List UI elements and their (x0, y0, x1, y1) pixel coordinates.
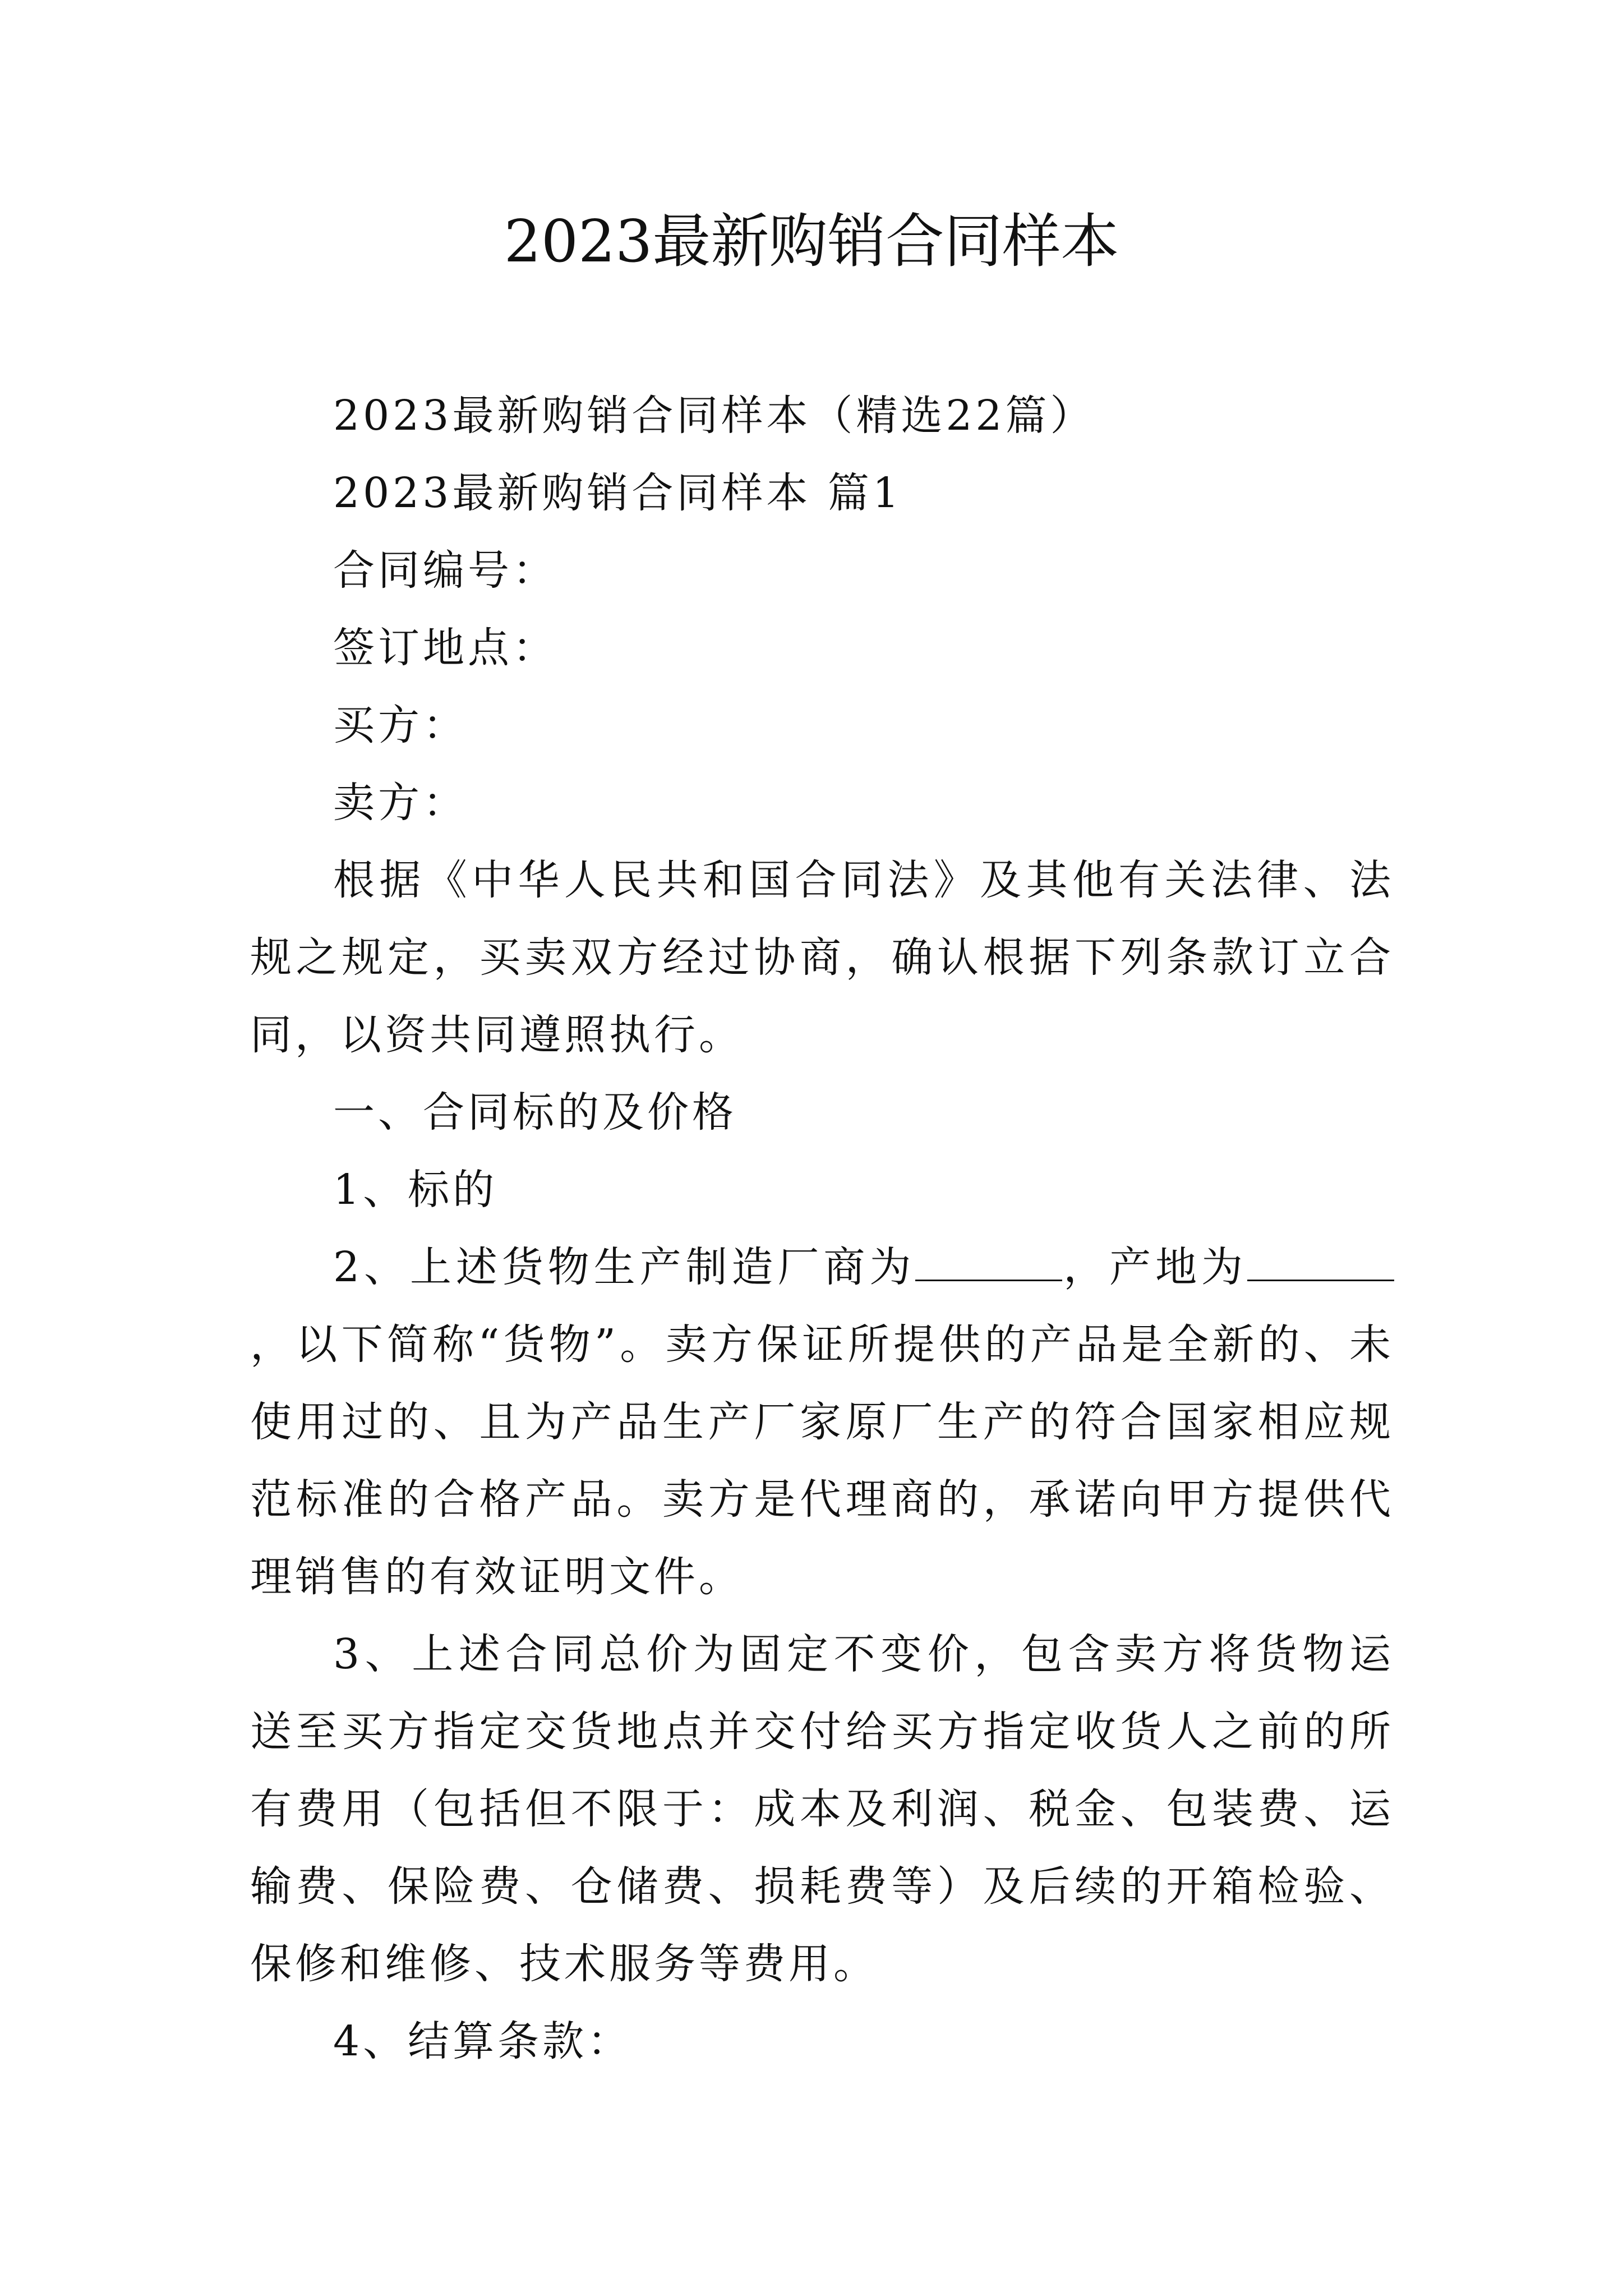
manufacturer-clause (250, 1228, 1394, 1616)
settlement-clause: 4、结算条款： (333, 2017, 633, 2065)
clause-text: ，产地为 (1062, 1243, 1247, 1291)
clause-heading: 一、合同标的及价格 (333, 1088, 737, 1137)
section-heading: 2023最新购销合同样本 篇1 (333, 469, 902, 517)
blank-line (1247, 1236, 1394, 1281)
contract-number-field: 合同编号： (333, 546, 557, 595)
signing-place-field: 签订地点： (333, 624, 557, 672)
document-body (250, 377, 1394, 2080)
document-title: 2023最新购销合同样本 (504, 207, 1119, 275)
subtitle-paragraph: 2023最新购销合同样本（精选22篇） (333, 392, 1095, 440)
seller-field: 卖方： (333, 779, 468, 827)
clause-item: 1、标的 (333, 1166, 498, 1214)
price-clause: 3、上述合同总价为固定不变价，包含卖方将货物运送至买方指定交货地点并交付给买方指定收货人之前的所有费用（包括但不限于：成本及利润、税金、包装费、运输费、保险费、仓储费、损耗费等）及后续的开箱检验、保修和维修、技术服务等费用。 (250, 1630, 1394, 1988)
clause-text: ，以下简称“货物”。卖方保证所提供的产品是全新的、未使用过的、且为产品生产厂家原厂生产的符合国家相应规范标准的合格产品。卖方是代理商的，承诺向甲方提供代理销售的有效证明文件。 (250, 1320, 1394, 1601)
blank-line (915, 1236, 1062, 1281)
buyer-field: 买方： (333, 701, 468, 749)
clause-text: 2、上述货物生产制造厂商为 (333, 1243, 916, 1291)
preamble-paragraph: 根据《中华人民共和国合同法》及其他有关法律、法规之规定，买卖双方经过协商，确认根据下列条款订立合同，以资共同遵照执行。 (250, 856, 1394, 1059)
